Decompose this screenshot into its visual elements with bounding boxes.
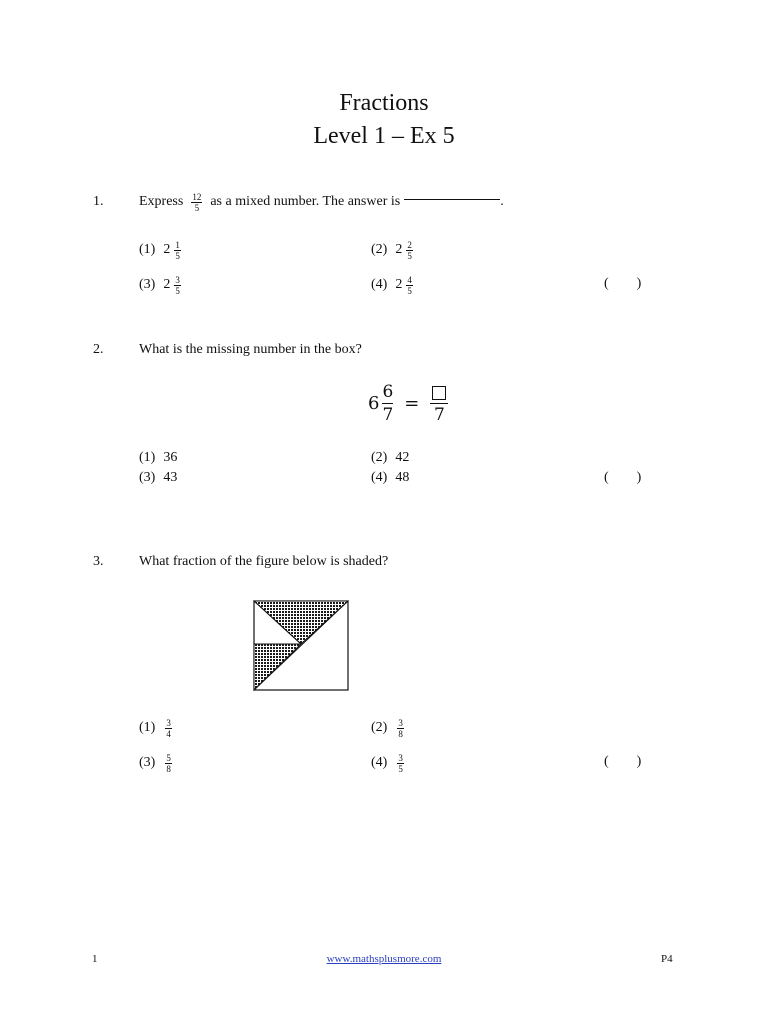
question-1-prefix: Express <box>139 194 184 209</box>
equals-sign: = <box>404 393 420 414</box>
q1-option-3[interactable]: (3) 2 $\frac{3}{5}$ <box>139 274 180 296</box>
question-3-number: 3. <box>93 554 104 569</box>
q2-option-3[interactable]: (3) 43 <box>139 470 178 485</box>
question-2-text: What is the missing number in the box? <box>139 342 362 357</box>
q2-option-4[interactable]: (4) 48 <box>371 470 410 485</box>
q3-option-3[interactable]: (3) $\frac{5}{8}$ <box>139 752 171 774</box>
page-title: Fractions <box>339 90 429 116</box>
equation-answer-fraction: 7 <box>430 383 448 425</box>
q3-answer-box[interactable]: ( ) <box>604 754 642 769</box>
missing-number-box[interactable] <box>432 386 446 400</box>
q1-answer-box[interactable]: ( ) <box>604 276 642 291</box>
shaded-square-figure <box>252 599 350 693</box>
answer-blank[interactable] <box>404 199 500 200</box>
question-2-number: 2. <box>93 342 104 357</box>
q2-option-1[interactable]: (1) 36 <box>139 450 178 465</box>
equation-fraction: 6 7 <box>382 382 394 425</box>
footer-page-number: 1 <box>92 953 98 965</box>
question-1-end: . <box>500 194 504 209</box>
q1-option-4[interactable]: (4) 2 $\frac{4}{5}$ <box>371 274 412 296</box>
question-1-text <box>139 186 504 218</box>
question-1-suffix: as a mixed number. The answer is <box>210 194 401 209</box>
q2-option-2[interactable]: (2) 42 <box>371 450 410 465</box>
equation-whole: 6 <box>368 393 380 414</box>
q3-option-4[interactable]: (4) $\frac{3}{5}$ <box>371 752 403 774</box>
q2-answer-box[interactable]: ( ) <box>604 470 642 485</box>
q1-option-2[interactable]: (2) 2 $\frac{2}{5}$ <box>371 239 412 261</box>
page-subtitle: Level 1 – Ex 5 <box>313 123 455 149</box>
q3-option-2[interactable]: (2) $\frac{3}{8}$ <box>371 717 403 739</box>
question-1-number: 1. <box>93 194 104 209</box>
equation <box>368 382 451 425</box>
question-1-fraction: $\frac{12}{5}$ <box>192 191 202 213</box>
website-link[interactable]: www.mathsplusmore.com <box>326 953 442 965</box>
q1-option-1[interactable]: (1) 2 $\frac{1}{5}$ <box>139 239 180 261</box>
q3-option-1[interactable]: (1) $\frac{3}{4}$ <box>139 717 171 739</box>
footer-code: P4 <box>661 953 673 965</box>
footer-website <box>0 953 768 965</box>
question-3-text: What fraction of the figure below is shaded? <box>139 554 389 569</box>
